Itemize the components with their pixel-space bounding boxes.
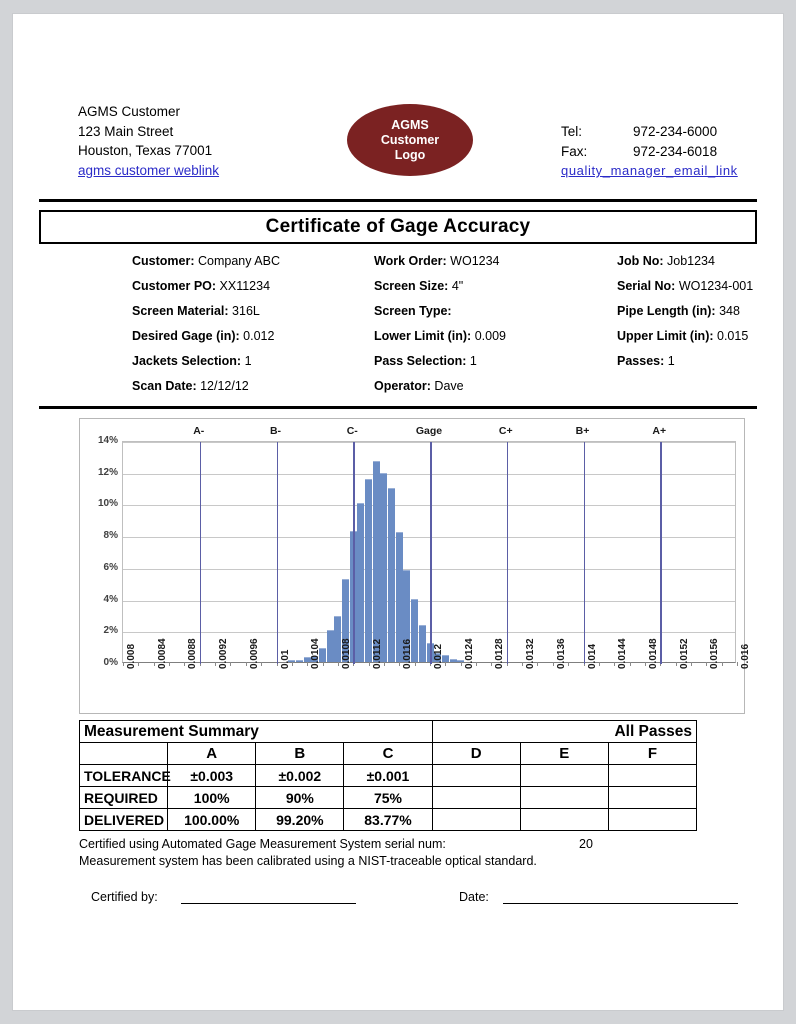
chart-limit-marker-line (200, 442, 202, 664)
field-value: XX11234 (216, 278, 271, 293)
field-label: Jackets Selection: (132, 353, 242, 368)
chart-x-tick (645, 662, 646, 666)
chart-bar (365, 479, 372, 662)
field-row (39, 323, 757, 348)
field-value: 12/12/12 (196, 378, 249, 393)
field-value: 316L (228, 303, 260, 318)
chart-x-tick (184, 662, 185, 666)
date-signature-line[interactable] (503, 890, 738, 904)
chart-x-tick (491, 662, 492, 666)
chart-gridline (123, 505, 735, 506)
chart-x-tick (154, 662, 155, 666)
chart-limit-marker-line (353, 442, 355, 664)
field-label: Customer: (132, 253, 195, 268)
chart-limit-marker-label: B+ (575, 425, 590, 437)
summary-row-label: DELIVERED (80, 809, 168, 831)
table-row (80, 809, 697, 831)
summary-row-label: REQUIRED (80, 787, 168, 809)
company-address-block (78, 102, 219, 180)
chart-x-tick-label: 0.008 (126, 643, 137, 669)
quality-manager-email-link[interactable]: quality_manager_email_link (561, 163, 738, 178)
field-inner (132, 329, 284, 343)
chart-x-tick-label: 0.0152 (678, 638, 690, 669)
field-cell (514, 379, 757, 393)
summary-column-header: E (520, 743, 608, 765)
chart-x-tick-label: 0.0096 (248, 638, 260, 669)
certificate-page (13, 14, 783, 1010)
calibration-text: Measurement system has been calibrated using a NIST-traceable optical standard. (79, 854, 537, 868)
field-label: Customer PO: (132, 278, 217, 293)
chart-limit-marker-line (507, 442, 509, 664)
chart-x-tick-label: 0.0132 (525, 638, 537, 669)
field-inner (617, 329, 757, 343)
field-cell (514, 279, 757, 293)
field-inner (374, 304, 514, 318)
field-label: Pass Selection: (374, 353, 467, 368)
field-value: 4" (448, 278, 464, 293)
chart-x-tick (292, 662, 293, 666)
field-label: Screen Size: (374, 278, 449, 293)
chart-limit-marker-label: C+ (498, 425, 513, 437)
fax-row (561, 142, 717, 162)
field-cell (39, 354, 284, 368)
chart-x-tick-label: 0.0128 (494, 638, 506, 669)
chart-x-tick-label: 0.012 (433, 643, 444, 669)
chart-x-tick (230, 662, 231, 666)
chart-x-tick (323, 662, 324, 666)
summary-column-header: C (344, 743, 432, 765)
date-label: Date: (459, 890, 489, 904)
chart-x-tick (307, 662, 308, 666)
field-value: 348 (715, 303, 740, 318)
chart-y-tick-label: 4% (103, 593, 118, 605)
summary-corner-cell (80, 743, 168, 765)
chart-x-tick (261, 662, 262, 666)
logo-line-3: Logo (394, 147, 426, 162)
chart-x-tick (138, 662, 139, 666)
field-value: Company ABC (194, 253, 280, 268)
chart-x-tick (399, 662, 400, 666)
summary-cell: 83.77% (344, 809, 432, 831)
field-row (39, 248, 757, 273)
chart-x-tick (215, 662, 216, 666)
chart-x-tick (369, 662, 370, 666)
serial-row (79, 836, 759, 853)
chart-x-tick (476, 662, 477, 666)
summary-cell (520, 809, 608, 831)
measurement-summary-table (79, 720, 697, 831)
field-label: Scan Date: (132, 378, 197, 393)
contact-block (561, 122, 738, 181)
fields-divider-rule (39, 406, 757, 409)
summary-cell (608, 787, 696, 809)
summary-cell (432, 787, 520, 809)
field-inner (617, 304, 757, 318)
chart-bar (380, 473, 387, 662)
certificate-fields (39, 248, 757, 398)
chart-x-tick (338, 662, 339, 666)
field-label: Screen Material: (132, 303, 229, 318)
field-cell (514, 354, 757, 368)
chart-x-tick-label: 0.0124 (463, 638, 475, 669)
field-cell (284, 254, 514, 268)
chart-x-tick-label: 0.0156 (709, 638, 721, 669)
field-value: 1 (664, 353, 675, 368)
certification-footer (79, 836, 759, 870)
field-inner (374, 354, 514, 368)
chart-limit-marker-line (277, 442, 279, 664)
field-label: Operator: (374, 378, 431, 393)
chart-x-tick (706, 662, 707, 666)
chart-x-tick-label: 0.0092 (218, 638, 230, 669)
company-city: Houston, Texas 77001 (78, 143, 213, 158)
chart-x-tick (123, 662, 124, 666)
chart-limit-marker-line (584, 442, 586, 664)
chart-x-tick-label: 0.016 (740, 643, 751, 669)
field-value: WO1234 (446, 253, 500, 268)
chart-x-tick (568, 662, 569, 666)
summary-cell: 100% (168, 787, 256, 809)
field-row (39, 373, 757, 398)
chart-x-tick (169, 662, 170, 666)
logo-line-1: AGMS (391, 117, 429, 132)
header-divider-rule (39, 199, 757, 202)
chart-x-tick-label: 0.0088 (187, 638, 199, 669)
chart-x-tick (630, 662, 631, 666)
page-header (13, 92, 783, 197)
chart-y-tick-label: 2% (103, 625, 118, 637)
chart-x-tick (415, 662, 416, 666)
field-label: Serial No: (617, 278, 676, 293)
field-value: 0.009 (471, 328, 506, 343)
field-inner (374, 379, 514, 393)
chart-x-tick (384, 662, 385, 666)
chart-limit-marker-label: Gage (415, 425, 443, 437)
certified-using-text: Certified using Automated Gage Measurement System serial num: (79, 837, 446, 851)
serial-number-value: 20 (579, 837, 593, 851)
chart-y-tick-label: 10% (97, 498, 118, 510)
gage-histogram-chart (79, 418, 751, 714)
chart-gridline (123, 632, 735, 633)
field-inner (132, 304, 284, 318)
field-cell (284, 379, 514, 393)
customer-logo (347, 104, 473, 176)
field-cell (284, 354, 514, 368)
fax-value: 972-234-6018 (633, 143, 718, 159)
chart-gridline (123, 601, 735, 602)
summary-cell: 75% (344, 787, 432, 809)
field-label: Screen Type: (374, 303, 452, 318)
field-inner (374, 329, 514, 343)
field-cell (39, 329, 284, 343)
field-cell (514, 304, 757, 318)
field-value: 1 (241, 353, 252, 368)
certified-by-label: Certified by: (91, 890, 158, 904)
summary-cell: ±0.002 (256, 765, 344, 787)
summary-cell (608, 765, 696, 787)
field-cell (284, 279, 514, 293)
company-name: AGMS Customer (78, 104, 181, 119)
chart-x-tick-label: 0.0084 (156, 638, 168, 669)
field-cell (39, 379, 284, 393)
summary-column-header: D (432, 743, 520, 765)
fax-label: Fax: (561, 143, 588, 159)
field-value: Dave (430, 378, 464, 393)
chart-x-tick-label: 0.0136 (555, 638, 567, 669)
field-inner (374, 254, 514, 268)
chart-x-tick-label: 0.0108 (340, 638, 352, 669)
summary-cell (520, 787, 608, 809)
chart-bar (296, 660, 303, 662)
chart-bar (419, 625, 426, 662)
certified-by-signature-line[interactable] (181, 890, 356, 904)
chart-x-tick (614, 662, 615, 666)
summary-cell (432, 809, 520, 831)
chart-y-tick-label: 6% (103, 561, 118, 573)
chart-x-tick (691, 662, 692, 666)
field-cell (39, 254, 284, 268)
chart-limit-marker-line (430, 442, 432, 664)
chart-x-tick-label: 0.0104 (310, 638, 322, 669)
summary-cell (608, 809, 696, 831)
field-cell (514, 254, 757, 268)
chart-x-tick (246, 662, 247, 666)
chart-x-tick (445, 662, 446, 666)
field-label: Job No: (617, 253, 664, 268)
chart-y-tick-label: 12% (97, 466, 118, 478)
chart-x-tick (599, 662, 600, 666)
chart-limit-marker-line (660, 442, 662, 664)
table-row (80, 787, 697, 809)
field-row (39, 348, 757, 373)
field-label: Lower Limit (in): (374, 328, 472, 343)
field-label: Work Order: (374, 253, 447, 268)
chart-limit-marker-label: B- (269, 425, 282, 437)
chart-bar (327, 630, 334, 663)
chart-plot-area (122, 441, 736, 663)
field-inner (132, 279, 284, 293)
chart-x-tick-label: 0.0144 (617, 638, 629, 669)
summary-cell: 99.20% (256, 809, 344, 831)
chart-x-tick-label: 0.0148 (647, 638, 659, 669)
field-cell (39, 304, 284, 318)
summary-header-row (80, 743, 697, 765)
field-inner (132, 379, 284, 393)
summary-cell: ±0.001 (344, 765, 432, 787)
field-label: Passes: (617, 353, 665, 368)
field-inner (617, 279, 757, 293)
summary-cell: ±0.003 (168, 765, 256, 787)
chart-x-tick-label: 0.01 (279, 649, 291, 669)
field-inner (617, 354, 757, 368)
tel-label: Tel: (561, 124, 583, 139)
chart-limit-marker-label: A- (193, 425, 205, 437)
chart-gridline (123, 474, 735, 475)
chart-x-tick-label: 0.0116 (402, 638, 414, 669)
field-label: Upper Limit (in): (617, 328, 714, 343)
field-row (39, 298, 757, 323)
chart-y-tick-label: 8% (103, 530, 118, 542)
field-inner (132, 254, 284, 268)
tel-value: 972-234-6000 (633, 124, 718, 139)
summary-column-header: A (168, 743, 256, 765)
summary-title-row (80, 721, 697, 743)
company-street: 123 Main Street (78, 123, 174, 139)
all-passes-status: All Passes (432, 721, 696, 743)
logo-line-2: Customer (380, 132, 440, 147)
chart-gridline (123, 442, 735, 443)
field-cell (514, 329, 757, 343)
chart-y-tick-label: 14% (97, 435, 118, 446)
chart-x-tick (737, 662, 738, 666)
chart-x-tick (722, 662, 723, 666)
field-value: 0.012 (239, 328, 275, 343)
summary-column-header: F (608, 743, 696, 765)
field-value: WO1234-001 (675, 278, 754, 293)
field-inner (132, 354, 284, 368)
certificate-title-box (39, 210, 757, 244)
field-row (39, 273, 757, 298)
summary-title: Measurement Summary (80, 721, 433, 743)
field-value: Job1234 (663, 253, 715, 268)
field-inner (617, 254, 757, 268)
field-cell (284, 304, 514, 318)
chart-x-tick (676, 662, 677, 666)
field-inner (374, 279, 514, 293)
summary-cell (520, 765, 608, 787)
chart-limit-marker-label: A+ (652, 425, 667, 437)
chart-gridline (123, 537, 735, 538)
chart-x-tick-label: 0.0112 (371, 638, 383, 669)
field-value: 0.015 (713, 328, 749, 343)
chart-x-tick (461, 662, 462, 666)
summary-cell: 100.00% (168, 809, 256, 831)
field-cell (39, 279, 284, 293)
field-cell (284, 329, 514, 343)
page-title: Certificate of Gage Accuracy (265, 216, 531, 237)
chart-limit-marker-label: C- (346, 425, 358, 437)
chart-x-tick (537, 662, 538, 666)
chart-x-tick-label: 0.014 (586, 643, 598, 669)
chart-y-tick-label: 0% (103, 657, 118, 668)
summary-cell (432, 765, 520, 787)
field-label: Pipe Length (in): (617, 303, 716, 318)
chart-gridline (123, 569, 735, 570)
chart-bar (388, 488, 395, 662)
field-value: 1 (466, 353, 477, 368)
summary-cell: 90% (256, 787, 344, 809)
summary-column-header: B (256, 743, 344, 765)
chart-x-tick (522, 662, 523, 666)
chart-bar (450, 659, 457, 662)
chart-bar (373, 461, 380, 662)
customer-weblink[interactable]: agms customer weblink (78, 162, 220, 178)
field-label: Desired Gage (in): (132, 328, 240, 343)
chart-x-tick (553, 662, 554, 666)
table-row (80, 765, 697, 787)
tel-row (561, 122, 717, 142)
chart-bar (357, 503, 364, 662)
summary-row-label: TOLERANCE (80, 765, 168, 787)
